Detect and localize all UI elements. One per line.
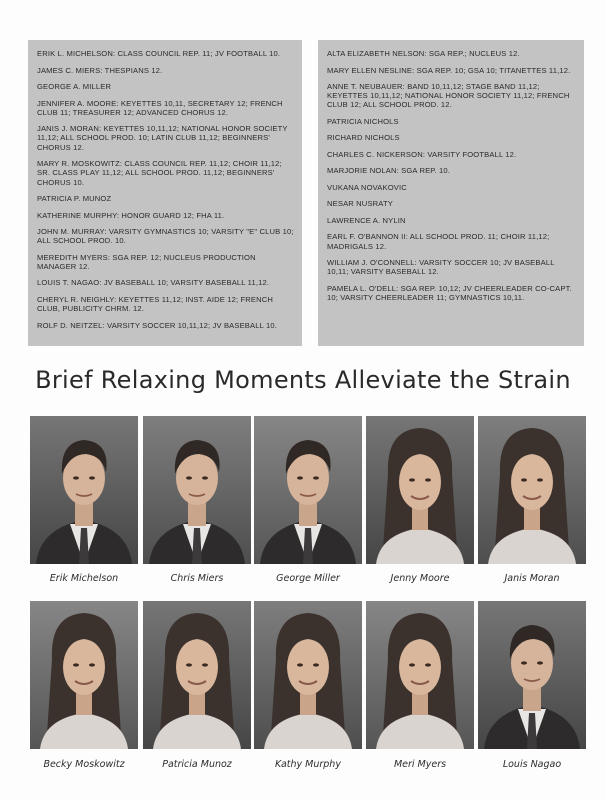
roster-entry: LAWRENCE A. NYLIN bbox=[327, 215, 406, 225]
roster-entry: LOUIS T. NAGAO: JV BASEBALL 10; VARSITY BASEBALL 11,12. bbox=[37, 278, 270, 288]
roster-entry: JENNIFER A. MOORE: KEYETTES 10,11, SECRETARY 12; FRENCH CLUB 11; TREASURER 12; ADVANCED CHORUS 12. bbox=[37, 98, 283, 117]
roster-entry: WILLIAM J. O'CONNELL: VARSITY SOCCER 10; JV BASEBALL 10,11; VARSITY BASEBALL 12. bbox=[327, 258, 555, 277]
roster-entry: ERIK L. MICHELSON: CLASS COUNCIL REP. 11; JV FOOTBALL 10. bbox=[37, 49, 281, 58]
portrait-caption: Patricia Munoz bbox=[162, 759, 232, 770]
roster-entry: NESAR NUSRATY bbox=[327, 199, 393, 209]
roster-entry: JOHN M. MURRAY: VARSITY GYMNASTICS 10; VARSITY "E" CLUB 10; ALL SCHOOL PROD. 10. bbox=[37, 227, 294, 246]
portrait-caption: Janis Moran bbox=[504, 573, 560, 584]
student-portrait bbox=[143, 416, 251, 564]
roster-entry: PATRICIA P. MUNOZ bbox=[37, 194, 112, 204]
roster-panel-left bbox=[28, 40, 302, 346]
roster-entry: EARL F. O'BANNON II: ALL SCHOOL PROD. 11; CHOIR 11,12; MADRIGALS 12. bbox=[327, 232, 550, 251]
roster-entry: MARY R. MOSKOWITZ: CLASS COUNCIL REP. 11,12; CHOIR 11,12; SR. CLASS PLAY 11,12; ALL SCHOOL PROD. 11,12; BEGINNERS' CHORUS 10. bbox=[37, 159, 282, 187]
roster-entry: JANIS J. MORAN: KEYETTES 10,11,12; NATIONAL HONOR SOCIETY 11,12; ALL SCHOOL PROD. 10; LATIN CLUB 11,12; BEGINNERS' CHORUS 12. bbox=[37, 124, 288, 152]
roster-entry: CHERYL R. NEIGHLY: KEYETTES 11,12; INST. AIDE 12; FRENCH CLUB, PUBLICITY CHRM. 12. bbox=[37, 294, 274, 314]
page-headline: Brief Relaxing Moments Alleviate the Strain bbox=[35, 366, 571, 394]
roster-entry: ROLF D. NEITZEL: VARSITY SOCCER 10,11,12; JV BASEBALL 10. bbox=[37, 320, 277, 330]
roster-panel-right bbox=[318, 40, 584, 346]
portrait-caption: Chris Miers bbox=[170, 573, 224, 584]
student-portrait bbox=[366, 601, 474, 749]
roster-entry: PATRICIA NICHOLS bbox=[327, 116, 399, 126]
roster-entry: VUKANA NOVAKOVIC bbox=[327, 182, 407, 192]
portrait-caption: George Miller bbox=[276, 573, 340, 584]
roster-entry: GEORGE A. MILLER bbox=[37, 82, 112, 91]
student-portrait bbox=[366, 416, 474, 564]
student-portrait bbox=[478, 601, 586, 749]
portrait-caption: Jenny Moore bbox=[390, 573, 450, 584]
portrait-caption: Kathy Murphy bbox=[275, 759, 341, 770]
roster-entry: MARY ELLEN NESLINE: SGA REP. 10; GSA 10; TITANETTES 11,12. bbox=[327, 65, 571, 75]
roster-entry: KATHERINE MURPHY: HONOR GUARD 12; FHA 11. bbox=[37, 210, 225, 220]
portrait-caption: Louis Nagao bbox=[502, 759, 562, 770]
roster-entry: RICHARD NICHOLS bbox=[327, 133, 400, 143]
student-portrait bbox=[30, 601, 138, 749]
student-portrait bbox=[30, 416, 138, 564]
portrait-caption: Meri Myers bbox=[393, 759, 447, 770]
roster-entry: CHARLES C. NICKERSON: VARSITY FOOTBALL 12. bbox=[327, 149, 517, 159]
student-portrait bbox=[254, 601, 362, 749]
roster-entry: MARJORIE NOLAN: SGA REP. 10. bbox=[327, 166, 451, 176]
roster-entry: PAMELA L. O'DELL: SGA REP. 10,12; JV CHEERLEADER CO-CAPT. 10; VARSITY CHEERLEADER 11; GYMNASTICS 10,11. bbox=[327, 283, 572, 303]
student-portrait bbox=[478, 416, 586, 564]
roster-entry: MEREDITH MYERS: SGA REP. 12; NUCLEUS PRODUCTION MANAGER 12. bbox=[37, 252, 256, 271]
student-portrait bbox=[254, 416, 362, 564]
roster-entry: JAMES C. MIERS: THESPIANS 12. bbox=[37, 65, 163, 75]
roster-entry: ANNE T. NEUBAUER: BAND 10,11,12; STAGE BAND 11,12; KEYETTES 10,11,12; NATIONAL HONOR SOCIETY 11,12; FRENCH CLUB 12; ALL SCHOOL PROD. 12. bbox=[327, 82, 570, 110]
portrait-caption: Erik Michelson bbox=[49, 573, 119, 584]
student-portrait bbox=[143, 601, 251, 749]
portrait-caption: Becky Moskowitz bbox=[43, 759, 125, 770]
roster-entry: ALTA ELIZABETH NELSON: SGA REP.; NUCLEUS 12. bbox=[327, 49, 520, 58]
